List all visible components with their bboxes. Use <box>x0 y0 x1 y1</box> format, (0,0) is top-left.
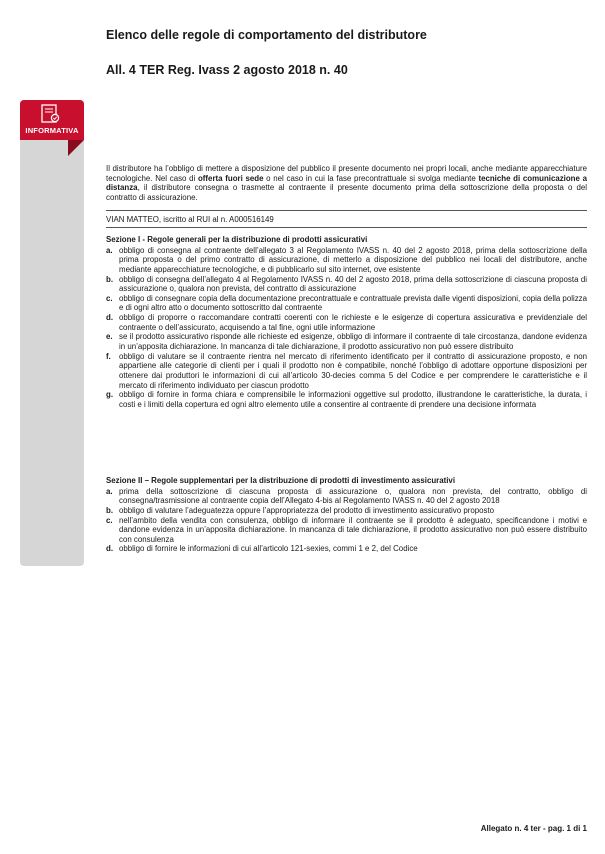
item-text: se il prodotto assicurativo risponde alle richieste ed esigenze, obbligo di informare il contraente di tale circostanza, dandone evidenza in un’apposita dichiarazione. In mancanza di tale dichiarazione, il prodotto assicurativo non può essere distribuito <box>119 332 587 352</box>
item-letter: d. <box>106 313 114 323</box>
item-text: obbligo di valutare se il contraente rientra nel mercato di riferimento identificato per il contratto di assicurazione proposto, e non appartiene alle categorie di clienti per i quali il prodotto non è compatibile, nonché l’obbligo di adottare opportune disposizioni per ottenere dai produttori le informazioni di cui all’articolo 30-decies comma 5 del Codice e per comprendere le caratteristiche e il mercato di riferimento individuato per ciascun prodotto <box>119 351 587 390</box>
list-item <box>106 275 587 294</box>
item-text: obbligo di proporre o raccomandare contratti coerenti con le richieste e le esigenze di copertura assicurativa e previdenziale del contraente o dell’assicurato, acquisendo a tal fine, ogni utile informazione <box>119 313 587 332</box>
item-letter: a. <box>106 486 113 496</box>
item-text: obbligo di fornire in forma chiara e comprensibile le informazioni oggettive sul prodotto, illustrandone le caratteristiche, la durata, i costi e i limiti della copertura ed ogni altro elemento utile a consentire al contraente di prendere una decisione informata <box>119 390 587 409</box>
section-2 <box>106 476 587 554</box>
intro-text-1: Il distributore ha l’obbligo di mettere a disposizione del pubblico il presente documento nei propri locali, anche mediante apparecchiature tecnologiche. Nel caso di <box>106 164 587 183</box>
document-title: Elenco delle regole di comportamento del distributore <box>106 28 427 42</box>
list-item <box>106 516 587 545</box>
section-2-list <box>106 487 587 554</box>
item-text: nell’ambito della vendita con consulenza, obbligo di informare il contraente se il prodotto è adeguato, specificandone i motivi e dandone evidenza in un’apposita dichiarazione. In mancanza di tale dichiarazione, il prodotto assicurativo non può essere distribuito con consulenza <box>119 515 587 544</box>
intro-text-3: , il distributore consegna o trasmette al contraente il presente documento prima della sottoscrizione della proposta o del contratto di assicurazione. <box>106 183 587 202</box>
list-item <box>106 544 587 554</box>
item-letter: b. <box>106 505 114 515</box>
item-text: obbligo di consegnare copia della documentazione precontrattuale e contrattuale prevista dalle vigenti disposizioni, copia della polizza e di ogni altro atto o documento sottoscritto dal contraente <box>119 293 587 313</box>
item-letter: f. <box>106 351 111 361</box>
item-letter: g. <box>106 390 114 400</box>
item-letter: b. <box>106 274 114 284</box>
item-text: obbligo di valutare l’adeguatezza oppure l’appropriatezza del prodotto di investimento assicurativo proposto <box>119 505 495 515</box>
list-item <box>106 487 587 506</box>
section-2-title: Sezione II – Regole supplementari per la distribuzione di prodotti di investimento assicurativi <box>106 476 456 485</box>
item-letter: c. <box>106 293 113 303</box>
list-item <box>106 352 587 391</box>
intro-paragraph <box>106 164 587 203</box>
item-letter: c. <box>106 515 113 525</box>
item-text: obbligo di fornire le informazioni di cui all’articolo 121-sexies, commi 1 e 2, del Codice <box>119 544 418 554</box>
list-item <box>106 332 587 351</box>
sidebar-bar <box>20 100 84 566</box>
item-text: obbligo di consegna al contraente dell’allegato 3 al Regolamento IVASS n. 40 del 2 agosto 2018, prima della sottoscrizione della prima proposta o del primo contratto di assicurazione, di metterlo a disposizione del pubblico nei locali del distributore, anche mediante apparecchiature tecnologiche, e di pubblicarlo sul sito internet, ove esistente <box>119 245 587 274</box>
list-item <box>106 294 587 313</box>
section-1-list <box>106 246 587 410</box>
item-letter: d. <box>106 544 114 554</box>
divider-top <box>106 210 587 211</box>
intro-bold-offsite: offerta fuori sede <box>197 173 264 183</box>
item-letter: e. <box>106 332 113 342</box>
registration-line: VIAN MATTEO, iscritto al RUI al n. A000516149 <box>106 215 274 224</box>
list-item <box>106 313 587 332</box>
section-1 <box>106 235 587 410</box>
intro-text-2: o nel caso in cui la fase precontrattuale si svolga mediante <box>263 173 479 183</box>
section-1-title: Sezione I - Regole generali per la distribuzione di prodotti assicurativi <box>106 235 368 244</box>
document-check-icon <box>38 104 62 124</box>
badge-label: INFORMATIVA <box>25 126 79 135</box>
divider-bottom <box>106 227 587 228</box>
document-subtitle: All. 4 TER Reg. Ivass 2 agosto 2018 n. 40 <box>106 63 348 77</box>
page-footer: Allegato n. 4 ter - pag. 1 di 1 <box>480 824 587 833</box>
list-item <box>106 246 587 275</box>
badge-fold <box>68 140 84 156</box>
item-text: prima della sottoscrizione di ciascuna proposta di assicurazione o, qualora non prevista, del contratto, obbligo di consegna/trasmissione al contraente copia dell’Allegato 4-bis al Regolamento IVASS n. 40 del 2 agosto 2018 <box>119 486 587 506</box>
intro-bold-distance: tecniche di comunicazione a distanza <box>106 173 587 193</box>
list-item <box>106 506 587 516</box>
item-text: obbligo di consegna dell’allegato 4 al Regolamento IVASS n. 40 del 2 agosto 2018, prima della sottoscrizione di ciascuna proposta di assicurazione o, qualora non prevista, del contratto di assicurazione <box>119 274 587 294</box>
item-letter: a. <box>106 245 113 255</box>
list-item <box>106 390 587 409</box>
